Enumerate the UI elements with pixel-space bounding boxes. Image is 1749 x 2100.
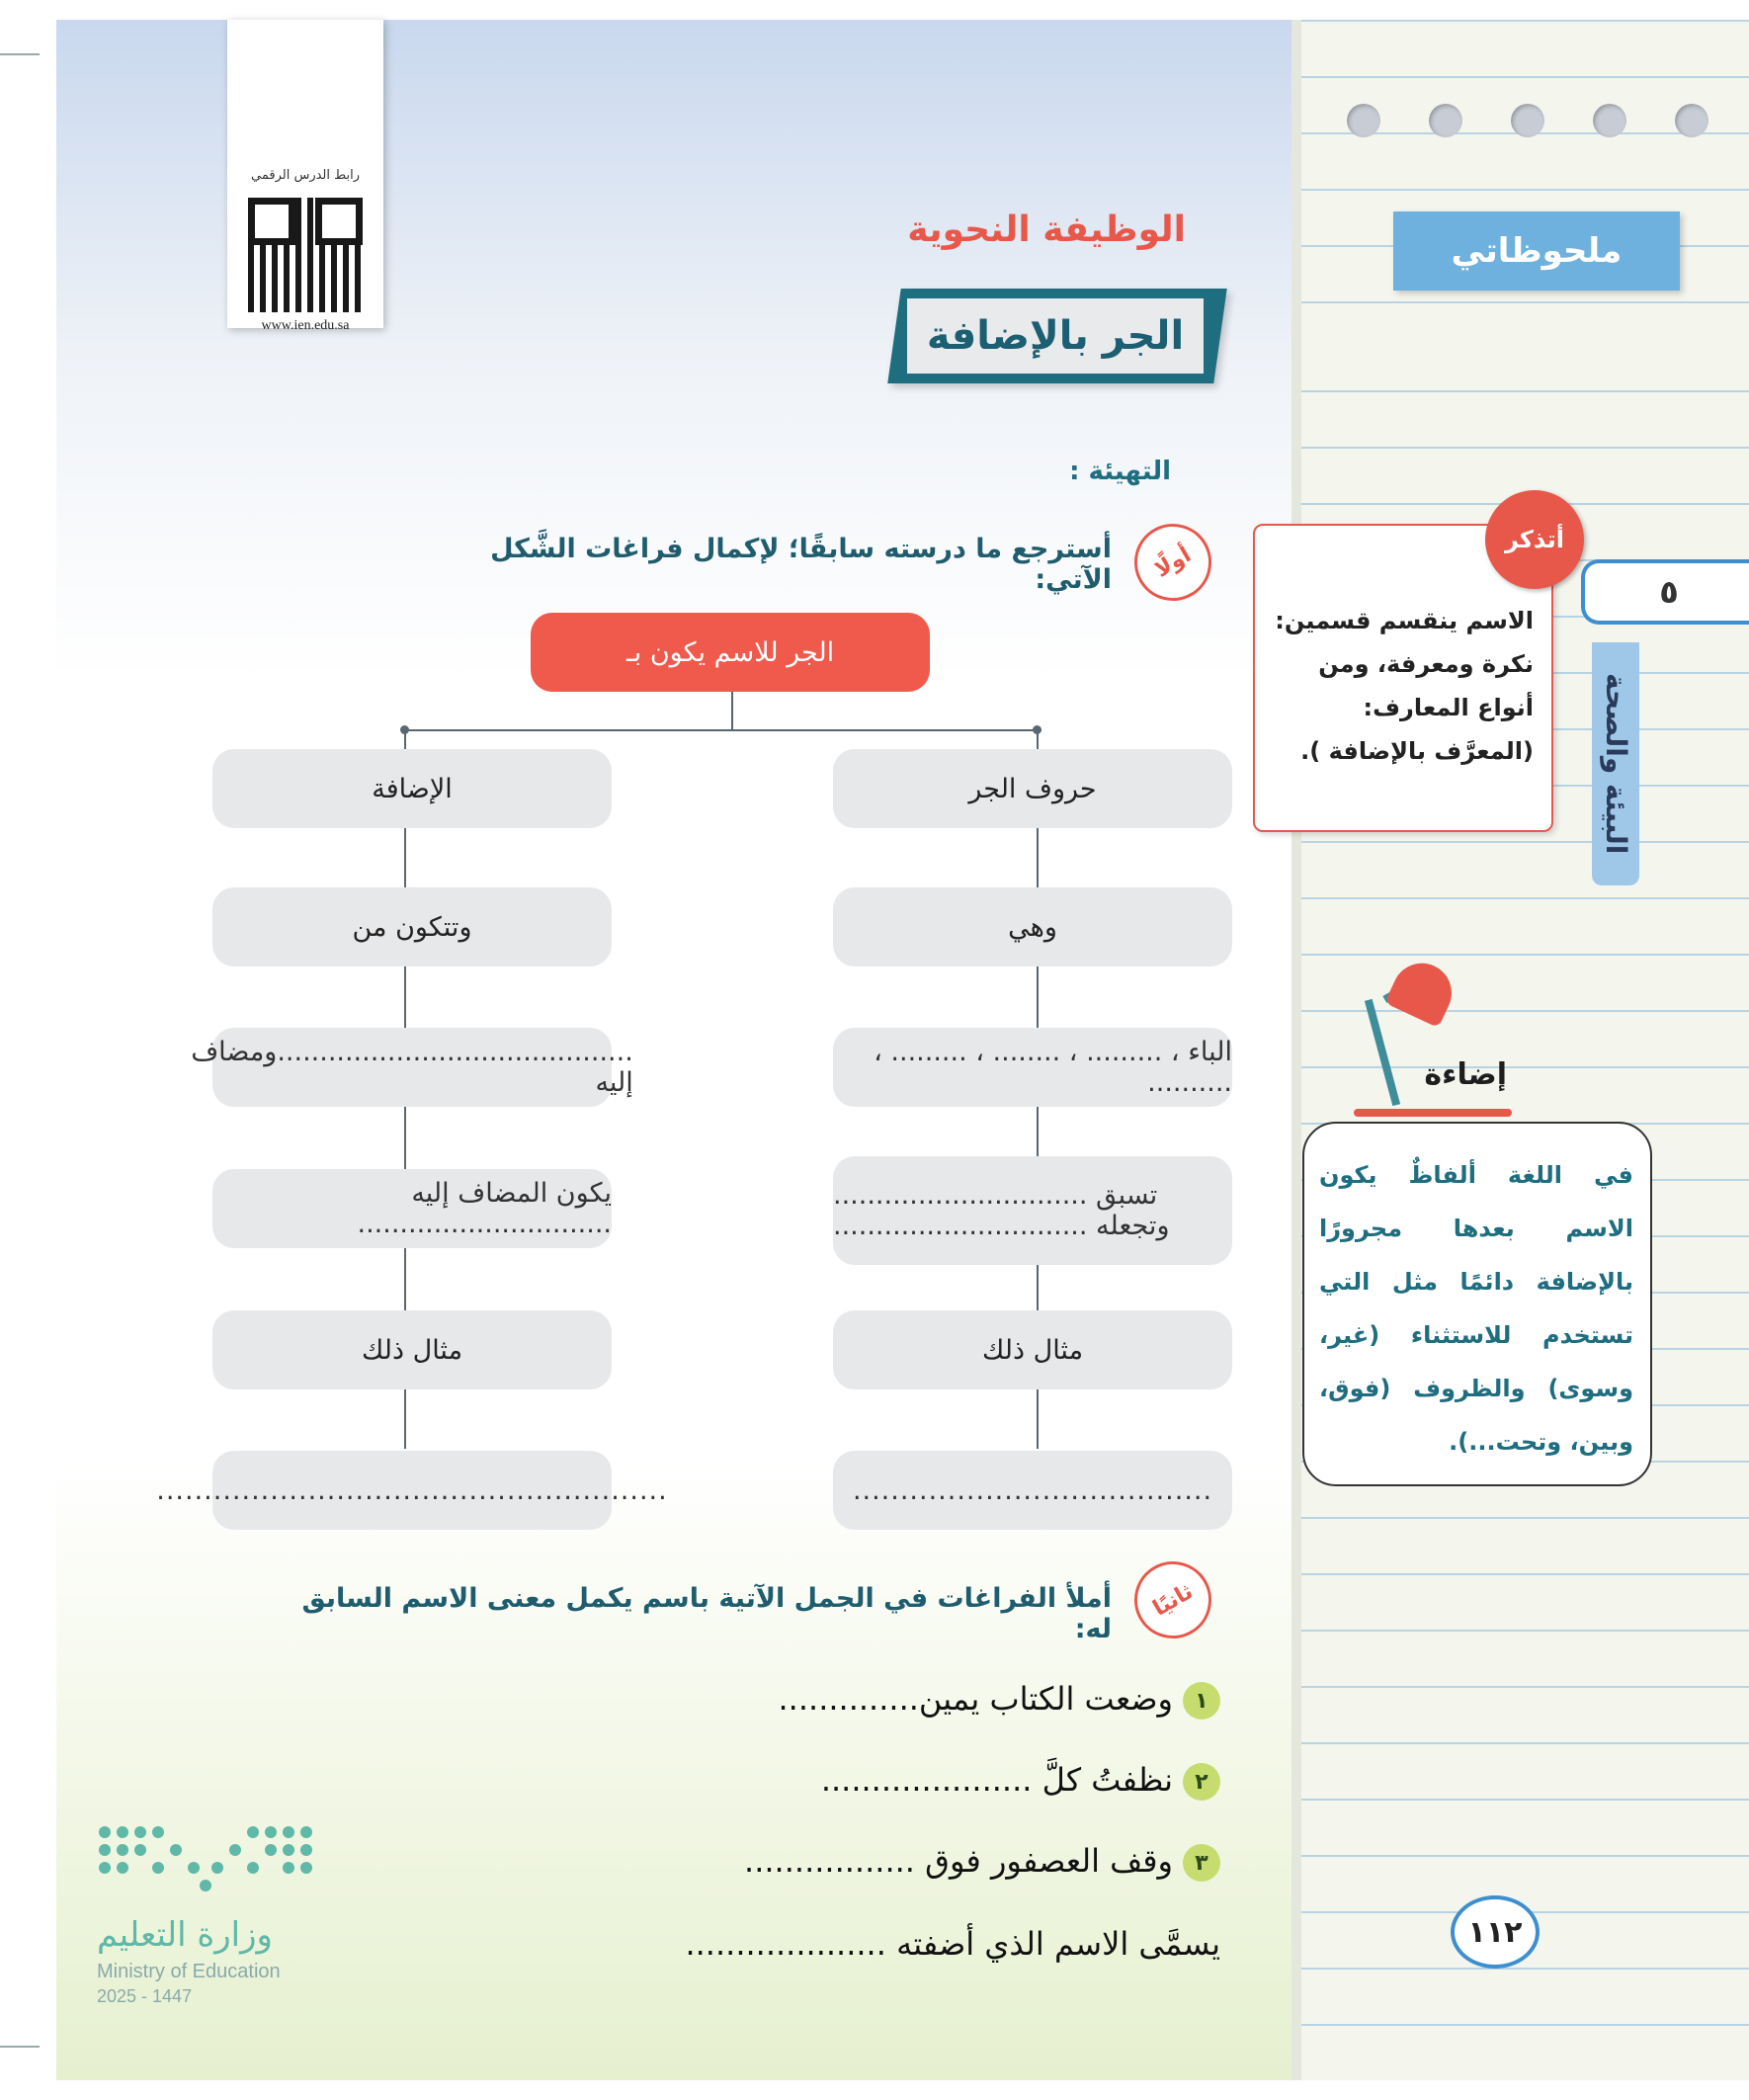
crop-mark <box>0 53 40 55</box>
part-two-badge: ثانيًا <box>1121 1548 1226 1653</box>
node-idafa-parts[interactable] <box>191 1028 633 1107</box>
prepositions-example-blank: ...................................... <box>852 1474 1213 1506</box>
unit-name: البيئة والصحة <box>1592 642 1639 885</box>
node-prepositions-list[interactable] <box>833 1028 1232 1107</box>
part-one-badge: أولًا <box>1121 510 1226 616</box>
node-prepositions-effect[interactable] <box>833 1156 1232 1265</box>
connector-line <box>404 729 406 751</box>
idafa-parts-text: ..........................................ومضاف إليه <box>191 1037 633 1098</box>
sentence-number: ١ <box>1183 1682 1220 1720</box>
node-idafa-example-label: مثال ذلك <box>212 1310 612 1389</box>
diagram-root: الجر للاسم يكون بـ <box>531 613 930 692</box>
connector-line <box>731 692 733 729</box>
binder-hole <box>1347 104 1380 137</box>
lesson-type: الوظيفة النحوية <box>907 210 1186 250</box>
lamp-icon <box>1354 1109 1512 1117</box>
binder-hole <box>1429 104 1462 137</box>
qr-card[interactable] <box>227 20 383 333</box>
part-two-instruction: أملأ الفراغات في الجمل الآتية باسم يكمل معنى الاسم السابق له: <box>301 1583 1112 1644</box>
page-number: ١١٢ <box>1451 1895 1540 1969</box>
idafa-example-blank: ...................................................... <box>156 1474 668 1506</box>
node-prepositions-example-blank[interactable] <box>833 1451 1232 1530</box>
node-prepositions: حروف الجر <box>833 749 1232 828</box>
prepositions-effect-line-1: تسبق .............................. <box>833 1180 1158 1211</box>
highlight-text: في اللغة ألفاظٌ يكون الاسم بعدها مجرورًا بالإضافة دائمًا مثل التي تستخدم للاستثناء (غير، وسوى) والظروف (فوق، وبين، وتحت...). <box>1319 1161 1633 1456</box>
warmup-label: التهيئة : <box>1069 457 1171 486</box>
lesson-title: الجر بالإضافة <box>907 298 1204 374</box>
part-one-instruction: أسترجع ما درسته سابقًا؛ لإكمال فراغات الشَّكل الآتي: <box>490 534 1112 595</box>
sentence-number: ٣ <box>1183 1844 1220 1882</box>
node-prepositions-intro: وهي <box>833 887 1232 966</box>
notes-label: ملحوظاتي <box>1393 211 1680 291</box>
qr-url[interactable]: www.ien.edu.sa <box>261 318 350 333</box>
sentence-text: وقف العصفور فوق ................. <box>744 1842 1173 1880</box>
qr-caption: رابط الدرس الرقمي <box>251 168 360 183</box>
sentence-1[interactable] <box>593 1680 1220 1720</box>
ministry-name-ar: وزارة التعليم <box>97 1915 273 1955</box>
binder-hole <box>1675 104 1708 137</box>
notes-panel <box>1291 20 1749 2080</box>
sentence-text: نظفتُ كلَّ ..................... <box>820 1761 1173 1799</box>
node-idafa: الإضافة <box>212 749 612 828</box>
ministry-name-en: Ministry of Education <box>97 1961 281 1982</box>
qr-code-icon[interactable] <box>248 198 363 312</box>
node-prepositions-example-label: مثال ذلك <box>833 1310 1232 1389</box>
notes-panel-edge <box>1291 20 1301 2080</box>
sentence-text: وضعت الكتاب يمين.............. <box>778 1680 1173 1718</box>
binder-hole <box>1511 104 1544 137</box>
node-idafa-example-blank[interactable] <box>156 1451 668 1530</box>
ministry-year: 2025 - 1447 <box>97 1986 193 2006</box>
node-idafa-rule[interactable] <box>212 1169 612 1248</box>
reminder-text: الاسم ينقسم قسمين: نكرة ومعرفة، ومن أنواع المعارف: (المعرَّف بالإضافة ). <box>1275 607 1534 765</box>
prepositions-effect-line-2: وتجعله .............................. <box>833 1211 1170 1241</box>
idafa-rule-text: يكون المضاف إليه .............................. <box>357 1178 612 1239</box>
connector-line <box>1037 729 1039 751</box>
unit-number: ٥ <box>1581 559 1749 625</box>
sentence-2[interactable] <box>593 1761 1220 1801</box>
sentence-3[interactable] <box>593 1842 1220 1882</box>
ministry-logo-icon <box>99 1826 308 1895</box>
crop-mark <box>0 2046 40 2048</box>
sentence-number: ٢ <box>1183 1763 1220 1801</box>
reminder-tag: أتذكر <box>1485 490 1584 589</box>
connector-line <box>405 729 1041 731</box>
binder-hole <box>1593 104 1626 137</box>
closing-sentence[interactable]: يسمَّى الاسم الذي أضفته .................... <box>685 1925 1220 1963</box>
highlight-title: إضاءة <box>1424 1057 1507 1092</box>
prepositions-list-text: الباء ، ......... ، ........ ، ......... ، .......... <box>874 1037 1232 1098</box>
node-idafa-intro: وتتكون من <box>212 887 612 966</box>
